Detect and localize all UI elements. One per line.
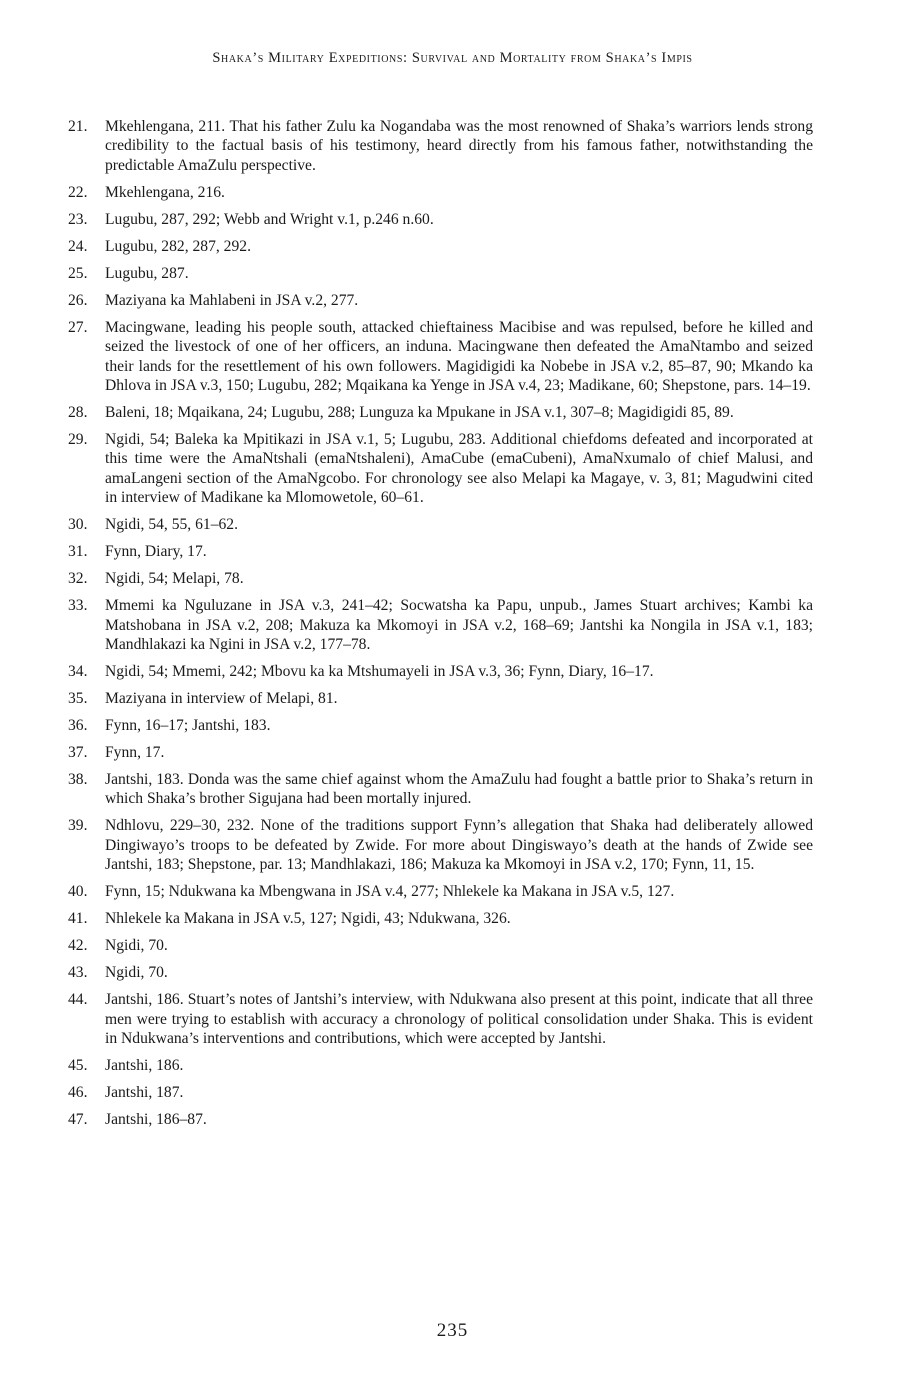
endnote-text: Lugubu, 282, 287, 292.	[105, 237, 251, 255]
endnote-number: 30.	[68, 516, 88, 534]
endnote-text: Macingwane, leading his people south, attacked chieftainess Macibise and was repulsed, before he killed and seized the livestock of one of her officers, an induna. Macingwane then defeated the AmaNtambo and seized their lands for the resettlement of his own followers. Magidigidi ka Nobebe in JSA v.2, 85–87, 90; Mkando ka Dhlova in JSA v.3, 150; Lugubu, 282; Mqaikana ka Yenge in JSA v.4, 23; Madikane, 60; Shepstone, pars. 14–19.	[105, 318, 813, 395]
endnote-text: Ngidi, 54; Baleka ka Mpitikazi in JSA v.1, 5; Lugubu, 283. Additional chiefdoms defeated and incorporated at this time were the AmaNtshali (emaNtshaleni), AmaCube (emaCubeni), AmaNxumalo of chief Malusi, and amaLangeni section of the AmaNgcobo. For chronology see also Melapi ka Magaye, v. 3, 81; Magudwini cited in interview of Madikane ka Mlomowetole, 60–61.	[105, 431, 813, 507]
endnote	[68, 210, 813, 229]
endnote-text: Mmemi ka Nguluzane in JSA v.3, 241–42; Socwatsha ka Papu, unpub., James Stuart archives; Kambi ka Matshobana in JSA v.2, 208; Makuza ka Mkomoyi in JSA v.2, 168–69; Jantshi ka Nongila in JSA v.1, 183; Mandhlakazi ka Ngini in JSA v.2, 177–78.	[105, 597, 813, 654]
endnote-text: Nhlekele ka Makana in JSA v.5, 127; Ngidi, 43; Ndukwana, 326.	[105, 910, 511, 928]
endnote	[68, 430, 813, 508]
endnote-text: Mkehlengana, 211. That his father Zulu ka Nogandaba was the most renowned of Shaka’s warriors lends strong credibility to the factual basis of his testimony, heard directly from his famous father, notwithstanding the predictable AmaZulu perspective.	[105, 118, 813, 174]
endnote-text: Ngidi, 54; Melapi, 78.	[105, 570, 244, 588]
endnote	[68, 743, 813, 762]
endnote-number: 27.	[68, 318, 88, 336]
endnote-number: 32.	[68, 570, 88, 588]
endnote-number: 44.	[68, 991, 88, 1009]
endnote-text: Lugubu, 287.	[105, 264, 189, 282]
endnote	[68, 264, 813, 283]
endnote-number: 45.	[68, 1057, 88, 1075]
endnote-text: Ngidi, 54, 55, 61–62.	[105, 516, 238, 534]
endnote-number: 46.	[68, 1084, 88, 1102]
endnote-number: 37.	[68, 744, 88, 762]
endnote-number: 24.	[68, 237, 88, 255]
endnote-text: Maziyana ka Mahlabeni in JSA v.2, 277.	[105, 291, 359, 309]
endnote	[68, 990, 813, 1048]
endnote-text: Baleni, 18; Mqaikana, 24; Lugubu, 288; Lunguza ka Mpukane in JSA v.1, 307–8; Magidigidi 85, 89.	[105, 404, 734, 422]
endnote-text: Jantshi, 187.	[105, 1084, 184, 1102]
endnote-text: Jantshi, 186–87.	[105, 1111, 207, 1129]
endnote	[68, 117, 813, 175]
endnote-number: 40.	[68, 883, 88, 901]
endnote	[68, 882, 813, 901]
endnote-text: Maziyana in interview of Melapi, 81.	[105, 690, 338, 708]
endnote-text: Jantshi, 186.	[105, 1057, 184, 1075]
endnote-number: 38.	[68, 771, 88, 789]
endnote	[68, 291, 813, 310]
endnote	[68, 318, 813, 396]
endnote-number: 43.	[68, 964, 88, 982]
endnote-number: 21.	[68, 118, 88, 135]
endnote	[68, 909, 813, 928]
endnote-number: 25.	[68, 264, 88, 282]
endnote-text: Ngidi, 54; Mmemi, 242; Mbovu ka ka Mtshumayeli in JSA v.3, 36; Fynn, Diary, 16–17.	[105, 663, 654, 681]
endnote-number: 36.	[68, 717, 88, 735]
endnote	[68, 1056, 813, 1075]
endnote-text: Lugubu, 287, 292; Webb and Wright v.1, p.246 n.60.	[105, 210, 434, 228]
endnote	[68, 183, 813, 202]
endnote	[68, 770, 813, 809]
endnote	[68, 596, 813, 654]
endnote-text: Jantshi, 183. Donda was the same chief against whom the AmaZulu had fought a battle prior to Shaka’s return in which Shaka’s brother Sigujana had been mortally injured.	[105, 771, 813, 808]
endnote-text: Fynn, 16–17; Jantshi, 183.	[105, 717, 271, 735]
endnote-text: Mkehlengana, 216.	[105, 183, 225, 201]
endnote-text: Jantshi, 186. Stuart’s notes of Jantshi’s interview, with Ndukwana also present at this point, indicate that all three men were trying to establish with accuracy a chronology of political consolidation under Shaka. This is evident in Ndukwana’s interventions and contributions, which were accepted by Jantshi.	[105, 991, 813, 1048]
endnote-text: Ndhlovu, 229–30, 232. None of the traditions support Fynn’s allegation that Shaka had deliberately allowed Dingiwayo’s troops to be defeated by Zwide. For more about Dingiswayo’s death at the hands of Zwide see Jantshi, 183; Shepstone, par. 13; Mandhlakazi, 186; Makuza ka Mkomoyi in JSA v.2, 170; Fynn, 11, 15.	[105, 817, 813, 874]
endnote-text: Fynn, 15; Ndukwana ka Mbengwana in JSA v.4, 277; Nhlekele ka Makana in JSA v.5, 127.	[105, 883, 675, 901]
endnote	[68, 237, 813, 256]
endnote	[68, 515, 813, 534]
endnote-number: 28.	[68, 404, 88, 422]
page-number: 235	[436, 1320, 469, 1341]
endnote	[68, 689, 813, 708]
endnote-number: 34.	[68, 663, 88, 681]
endnote-text: Fynn, Diary, 17.	[105, 543, 207, 561]
endnote-number: 26.	[68, 291, 88, 309]
endnote-number: 39.	[68, 817, 88, 835]
endnote	[68, 1083, 813, 1102]
endnote	[68, 542, 813, 561]
endnote-number: 47.	[68, 1111, 88, 1129]
running-header: Shaka’s Military Expeditions: Survival and Mortality from Shaka’s Impis	[212, 50, 693, 66]
endnote	[68, 403, 813, 422]
endnote-number: 42.	[68, 937, 88, 955]
endnote	[68, 662, 813, 681]
endnote-number: 22.	[68, 183, 88, 201]
endnote-number: 31.	[68, 543, 88, 561]
endnote	[68, 716, 813, 735]
endnote-number: 23.	[68, 210, 88, 228]
endnote-text: Fynn, 17.	[105, 744, 165, 762]
endnote	[68, 1110, 813, 1129]
endnote	[68, 569, 813, 588]
endnotes-list	[68, 117, 813, 1137]
endnote-number: 29.	[68, 431, 88, 449]
endnote	[68, 936, 813, 955]
endnote	[68, 816, 813, 874]
endnote-text: Ngidi, 70.	[105, 964, 168, 982]
endnote-number: 41.	[68, 910, 88, 928]
endnote-number: 35.	[68, 690, 88, 708]
endnote	[68, 963, 813, 982]
endnote-text: Ngidi, 70.	[105, 937, 168, 955]
endnote-number: 33.	[68, 597, 88, 615]
